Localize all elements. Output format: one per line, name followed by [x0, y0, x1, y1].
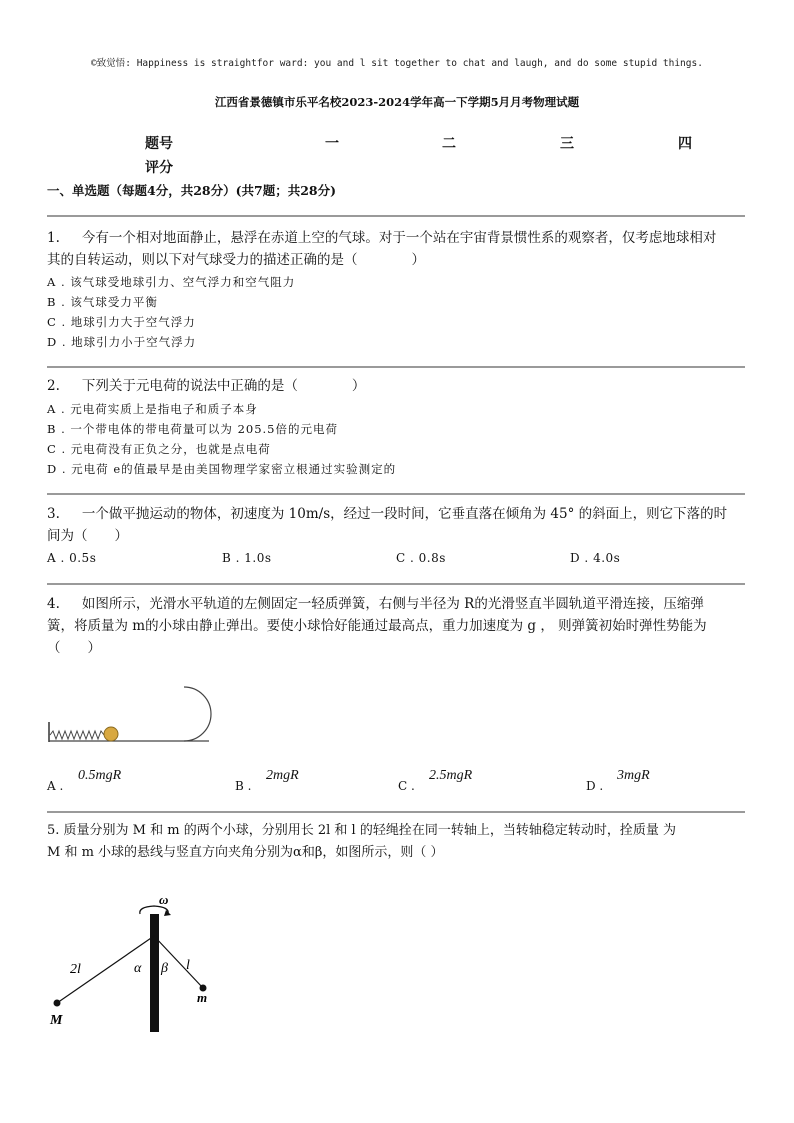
question-4-option-a-label: A . [47, 779, 64, 793]
beta-label: β [161, 961, 168, 976]
long-string-label: 2l [70, 962, 81, 977]
stem-line: 其的自转运动，则以下对气球受力的描述正确的是（ ） [47, 252, 425, 268]
divider [47, 811, 745, 813]
stem-line: 下列关于元电荷的说法中正确的是（ ） [81, 378, 366, 394]
page-title: 江西省景德镇市乐平名校2023-2024学年高一下学期5月月考物理试题 [214, 95, 580, 109]
small-ball [104, 727, 118, 741]
divider [47, 366, 745, 368]
question-3-option-a: A . 0.5s [47, 551, 97, 565]
motto-line: ©致觉悟: Happiness is straightfor ward: you and l sit together to chat and laugh, and do some stupid things. [91, 58, 703, 69]
score-table-column: 一 [325, 136, 339, 152]
omega-label: ω [159, 892, 169, 907]
stem-line: 质量分别为 M 和 m 的两个小球，分别用长 2l 和 l 的轻绳拴在同一转轴上，当转轴稳定转动时，拴质量 为 [63, 823, 676, 838]
question-3-option-c: C . 0.8s [396, 551, 446, 565]
question-3-stem [47, 503, 747, 547]
divider [47, 215, 745, 217]
short-string-label: l [186, 958, 190, 973]
question-4-option-b-value: 2mgR [266, 768, 299, 783]
alpha-label: α [134, 961, 142, 976]
rotation-arrow [140, 906, 168, 914]
question-1-option-c: C . 地球引力大于空气浮力 [47, 315, 196, 329]
stem-line: M 和 m 小球的悬线与竖直方向夹角分别为α和β，如图所示，则（ ） [47, 845, 444, 860]
spring [50, 731, 104, 739]
question-number: 1. [47, 230, 60, 246]
stem-line: 一个做平抛运动的物体，初速度为 10m/s，经过一段时间，它垂直落在倾角为 45° 的斜面上，则它下落的时 [81, 506, 728, 522]
score-table-column: 四 [678, 136, 692, 152]
question-1-stem [47, 227, 747, 271]
question-number: 4. [47, 596, 60, 612]
question-2-stem [47, 375, 747, 397]
question-4-stem [47, 593, 747, 659]
question-4-option-d-label: D . [586, 779, 604, 793]
question-2-option-d: D . 元电荷 e的值最早是由美国物理学家密立根通过实验测定的 [47, 462, 397, 476]
stem-line: 今有一个相对地面静止，悬浮在赤道上空的气球。对于一个站在宇宙背景惯性系的观察者，仅考虑地球相对 [81, 230, 717, 246]
rotation-axis [150, 914, 159, 1032]
divider [47, 583, 745, 585]
score-table-column: 二 [442, 136, 456, 152]
question-4-option-a-value: 0.5mgR [78, 768, 122, 783]
question-3-option-d: D . 4.0s [570, 551, 621, 565]
ball-M [54, 1000, 61, 1007]
stem-line: 间为（ ） [47, 528, 128, 544]
conical-pendulum-figure [40, 890, 240, 1040]
question-2-option-c: C . 元电荷没有正负之分，也就是点电荷 [47, 442, 271, 456]
question-2-option-b: B . 一个带电体的带电荷量可以为 205.5倍的元电荷 [47, 422, 338, 436]
question-number: 3. [47, 506, 60, 522]
semicircle-track [184, 687, 211, 741]
question-4-option-c-label: C . [398, 779, 415, 793]
stem-line: 簧，将质量为 m的小球由静止弹出。要使小球恰好能通过最高点，重力加速度为 g ， 则弹簧初始时弹性势能为 [47, 618, 707, 634]
question-1-option-b: B . 该气球受力平衡 [47, 295, 158, 309]
score-table-row-label: 题号 [145, 136, 173, 152]
M-label: M [50, 1013, 63, 1028]
score-table-column: 三 [560, 136, 574, 152]
stem-line: 如图所示，光滑水平轨道的左侧固定一轻质弹簧，右侧与半径为 R的光滑竖直半圆轨道平滑连接，压缩弹 [81, 596, 704, 612]
divider [47, 493, 745, 495]
question-2-option-a: A . 元电荷实质上是指电子和质子本身 [47, 402, 258, 416]
question-number: 2. [47, 378, 60, 394]
m-label: m [197, 990, 208, 1005]
question-3-option-b: B . 1.0s [222, 551, 272, 565]
question-4-option-c-value: 2.5mgR [429, 768, 473, 783]
question-1-option-d: D . 地球引力小于空气浮力 [47, 335, 197, 349]
question-4-option-b-label: B . [235, 779, 252, 793]
question-number: 5. [47, 823, 60, 838]
section-heading: 一、单选题（每题4分，共28分）(共7题；共28分) [47, 183, 337, 198]
question-4-option-d-value: 3mgR [617, 768, 650, 783]
score-table-row-label: 评分 [145, 160, 173, 176]
question-5-stem [47, 820, 747, 864]
stem-line: （ ） [47, 640, 101, 656]
question-1-option-a: A . 该气球受地球引力、空气浮力和空气阻力 [47, 275, 296, 289]
spring-track-figure [44, 680, 224, 750]
